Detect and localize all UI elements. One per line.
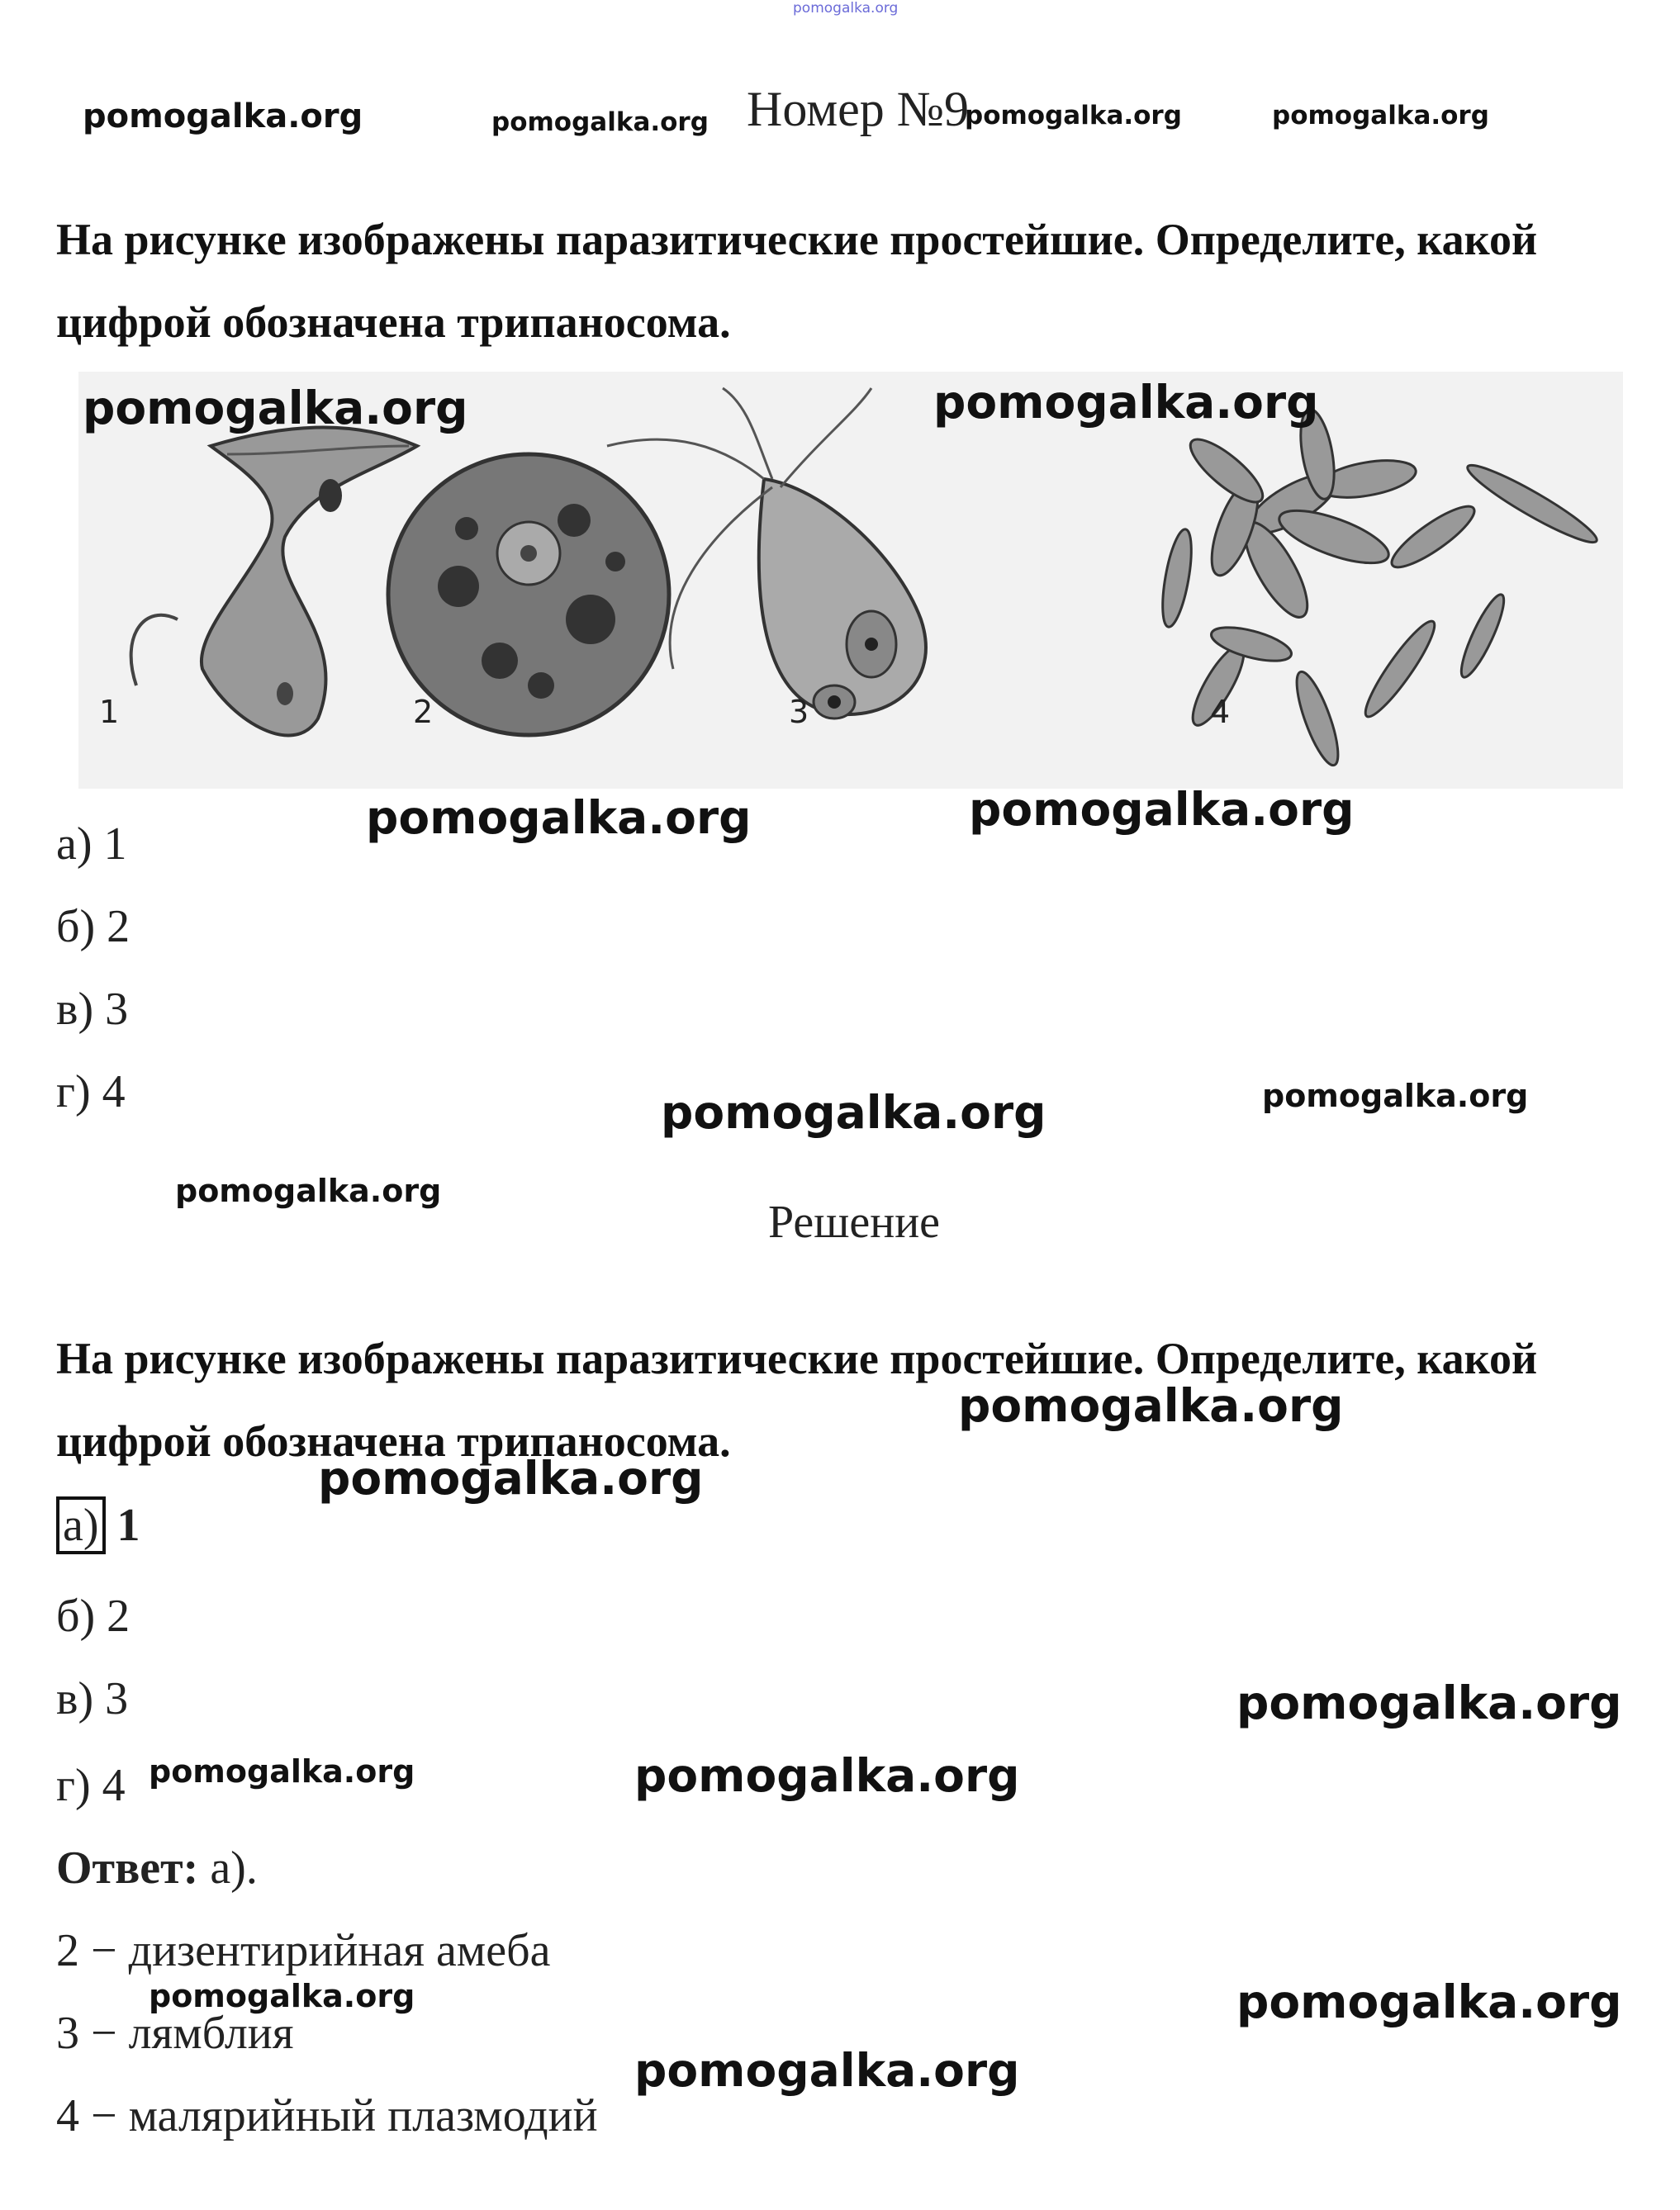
- watermark: pomogalka.org: [1236, 1975, 1622, 2028]
- figure-label: 2: [413, 694, 434, 730]
- watermark: pomogalka.org: [1272, 101, 1489, 130]
- figure-label: 3: [789, 694, 809, 730]
- watermark: pomogalka.org: [1236, 1676, 1622, 1729]
- option-c: в) 3: [56, 984, 129, 1035]
- watermark: pomogalka.org: [366, 791, 752, 844]
- watermark: pomogalka.org: [634, 2044, 1020, 2097]
- watermark: pomogalka.org: [969, 783, 1355, 836]
- top-watermark: pomogalka.org: [793, 0, 899, 17]
- watermark: pomogalka.org: [83, 97, 363, 135]
- option-a: а) 1: [56, 818, 127, 870]
- figure-label: 4: [1210, 694, 1231, 730]
- selected-answer-box: а): [56, 1496, 106, 1554]
- page-title: Номер №9: [747, 82, 970, 136]
- watermark: pomogalka.org: [933, 376, 1319, 429]
- watermark: pomogalka.org: [491, 107, 709, 137]
- solution-option-a: а) 1: [56, 1499, 140, 1552]
- solution-option-c: в) 3: [56, 1673, 129, 1724]
- figure-label: 1: [99, 694, 120, 730]
- watermark: pomogalka.org: [958, 1379, 1344, 1432]
- note-item: 3 − лямблия: [56, 2008, 294, 2059]
- watermark: pomogalka.org: [83, 382, 468, 434]
- watermark: pomogalka.org: [149, 1978, 415, 2014]
- watermark: pomogalka.org: [661, 1086, 1046, 1139]
- note-item: 4 − малярийный плазмодий: [56, 2090, 598, 2141]
- watermark: pomogalka.org: [318, 1452, 704, 1505]
- option-b: б) 2: [56, 901, 131, 952]
- watermark: pomogalka.org: [149, 1753, 415, 1790]
- amoeba-drawing: [388, 454, 669, 735]
- answer: Ответ: а).: [56, 1842, 258, 1894]
- solution-option-b: б) 2: [56, 1591, 131, 1642]
- note-item: 2 − дизентирийная амеба: [56, 1925, 551, 1976]
- solution-option-d: г) 4: [56, 1760, 126, 1811]
- watermark: pomogalka.org: [965, 101, 1182, 130]
- watermark: pomogalka.org: [1262, 1078, 1529, 1114]
- solution-question-text: На рисунке изображены паразитические простейшие. Определите, какой цифрой обозначена трипаносома.: [56, 1334, 1538, 1466]
- question-text: На рисунке изображены паразитические простейшие. Определите, какой цифрой обозначена трипаносома.: [56, 215, 1538, 347]
- option-d: г) 4: [56, 1066, 126, 1117]
- solution-heading: Решение: [768, 1197, 941, 1248]
- watermark: pomogalka.org: [175, 1173, 442, 1209]
- watermark: pomogalka.org: [634, 1749, 1020, 1802]
